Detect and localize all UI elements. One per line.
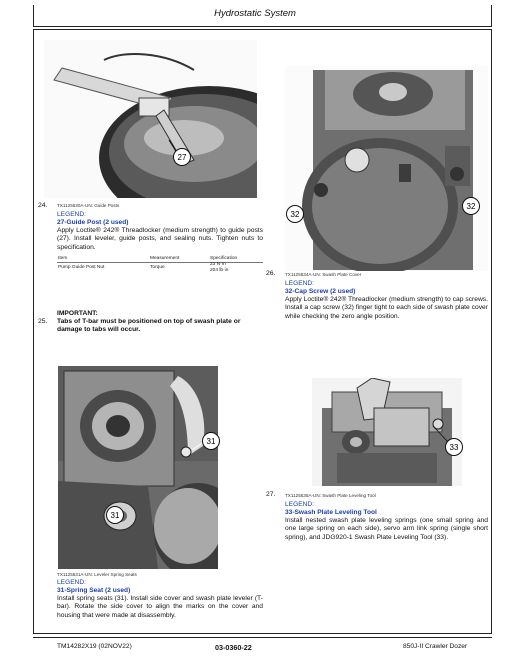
footer-machine-name: 850J-II Crawler Dozer [403, 643, 468, 650]
step-instructions: Apply Loctite® 242® Threadlocker (medium strength) to guide posts (27). Install leveler, guide posts, and sealing nuts. Tighten nuts to specification. [57, 227, 263, 251]
svg-text:33: 33 [449, 443, 459, 452]
svg-text:27: 27 [177, 153, 187, 162]
callout-31 [201, 431, 221, 451]
legend-item: 32-Cap Screw (2 used) [285, 288, 356, 295]
page-title: Hydrostatic System [214, 8, 296, 19]
legend-item: 27-Guide Post (2 used) [57, 219, 129, 226]
figure-caption: TX1125535A-UN: Swash Plate Leveling Tool [285, 493, 376, 498]
footer-doc-id: TM14282X19 (02NOV22) [57, 643, 132, 650]
spec-header-item: Item [58, 256, 68, 261]
svg-text:32: 32 [290, 210, 300, 219]
spec-metric: 23 N·m [210, 262, 226, 267]
step-number: 25. [38, 318, 48, 325]
legend-heading: LEGEND: [285, 501, 314, 508]
swash-plate-cover-photo [285, 66, 488, 271]
legend-heading: LEGEND: [285, 280, 314, 287]
legend-heading: LEGEND: [57, 211, 86, 218]
spec-imperial: 204 lb·in [210, 268, 229, 273]
callout-27 [172, 147, 192, 167]
guide-post-photo [44, 40, 257, 198]
important-label: IMPORTANT: [57, 310, 98, 317]
spec-item: Pump Guide Post Nut [58, 265, 105, 270]
callout-32 [461, 196, 481, 216]
footer-divider [33, 637, 492, 638]
legend-heading: LEGEND: [57, 579, 86, 586]
spec-header-specification: Specification [210, 256, 238, 261]
figure-caption: TX1125530A-UN: Guide Posts [57, 203, 120, 208]
spec-divider [57, 262, 263, 263]
svg-text:31: 31 [206, 437, 216, 446]
spec-measurement: Torque [150, 265, 165, 270]
spring-seat-photo [58, 366, 218, 569]
svg-text:31: 31 [110, 511, 120, 520]
legend-item: 31-Spring Seat (2 used) [57, 587, 131, 594]
step-instructions: Apply Loctite® 242® Threadlocker (medium strength) to cap screws. Install a cap screw (32) finger tight to each side of swash plate cover while checking the zero angle position. [285, 296, 488, 320]
step-number: 26. [266, 270, 276, 277]
step-instructions: Install nested swash plate leveling springs (one small spring and one large spring on each side), servo arm link spring (single short spring), and JDG920-1 Swash Plate Leveling Tool (33). [285, 517, 488, 541]
footer-page-number: 03-0360-22 [215, 643, 252, 652]
callout-33 [444, 437, 464, 457]
figure-caption: TX1125531A-UN: Leveler Spring Seats [57, 572, 137, 577]
step-number: 24. [38, 202, 48, 209]
leveling-tool-photo [312, 378, 462, 486]
spec-header-measurement: Measurement [150, 256, 180, 261]
step-instructions: Install spring seats (31). Install side cover and swash plate leveler (T-bar). Rotate the side cover to align the marks on the cover and housing that were made at disassembly. [57, 595, 263, 619]
legend-item: 33-Swash Plate Leveling Tool [285, 509, 377, 516]
step-number: 27. [266, 491, 276, 498]
callout-31 [105, 505, 125, 525]
figure-caption: TX1125534A-UN: Swash Plate Cover [285, 272, 362, 277]
important-text: Tabs of T-bar must be positioned on top of swash plate or damage to tabs will occur. [57, 318, 241, 334]
callout-32 [285, 204, 305, 224]
svg-text:32: 32 [466, 202, 476, 211]
